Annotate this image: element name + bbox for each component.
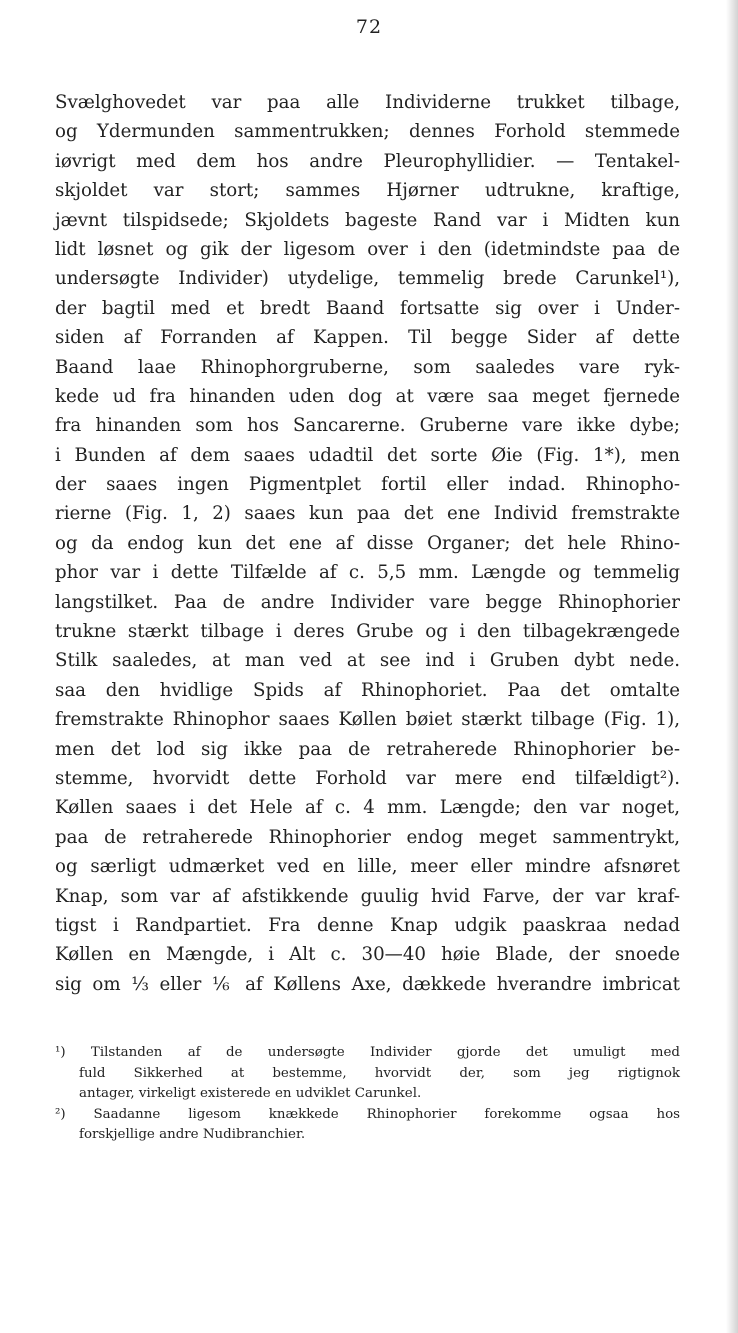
text-line: Køllen saaes i det Hele af c. 4 mm. Længde; den var noget,	[55, 797, 680, 819]
text-line: der saaes ingen Pigmentplet fortil eller indad. Rhinopho-	[55, 474, 680, 496]
text-line: men det lod sig ikke paa de retraherede Rhinophorier be-	[55, 738, 680, 760]
text-line: fremstrakte Rhinophor saaes Køllen bøiet stærkt tilbage (Fig. 1),	[55, 709, 680, 731]
text-line: phor var i dette Tilfælde af c. 5,5 mm. Længde og temmelig	[55, 562, 680, 584]
text-line: Knap, som var af afstikkende guulig hvid Farve, der var kraf-	[55, 885, 680, 907]
text-line: og Ydermunden sammentrukken; dennes Forhold stemmede	[55, 121, 680, 143]
main-text	[55, 88, 680, 999]
text-line: undersøgte Individer) utydelige, temmelig brede Carunkel¹),	[55, 268, 680, 290]
text-line: jævnt tilspidsede; Skjoldets bageste Rand var i Midten kun	[55, 209, 680, 231]
footnote-2-line: forskjellige andre Nudibranchier.	[79, 1127, 306, 1143]
text-line: Baand laae Rhinophorgruberne, som saaledes vare ryk-	[55, 356, 680, 378]
text-line: og særligt udmærket ved en lille, meer eller mindre afsnøret	[55, 856, 680, 878]
text-line: rierne (Fig. 1, 2) saaes kun paa det ene Individ fremstrakte	[55, 503, 680, 525]
text-line: Svælghovedet var paa alle Individerne trukket tilbage,	[55, 92, 680, 113]
text-line: kede ud fra hinanden uden dog at være saa meget fjernede	[55, 385, 680, 407]
footnote-2-line: ²) Saadanne ligesom knækkede Rhinophorier forekomme ogsaa hos	[55, 1106, 680, 1122]
footnote-1-line: antager, virkeligt existerede en udviklet Carunkel.	[79, 1086, 422, 1102]
text-line: og da endog kun det ene af disse Organer; det hele Rhino-	[55, 532, 680, 554]
text-line: siden af Forranden af Kappen. Til begge Sider af dette	[55, 327, 680, 349]
text-line: stemme, hvorvidt dette Forhold var mere end tilfældigt²).	[55, 767, 680, 789]
text-line: iøvrigt med dem hos andre Pleurophyllidier. — Tentakel-	[55, 150, 680, 172]
text-line: skjoldet var stort; sammes Hjørner udtrukne, kraftige,	[55, 180, 680, 202]
text-line: der bagtil med et bredt Baand fortsatte sig over i Under-	[55, 297, 680, 319]
text-line: i Bunden af dem saaes udadtil det sorte Øie (Fig. 1*), men	[55, 444, 680, 466]
footnote-1-line: ¹) Tilstanden af de undersøgte Individer gjorde det umuligt med	[55, 1045, 680, 1060]
footnote-1-line: fuld Sikkerhed at bestemme, hvorvidt der, som jeg rigtignok	[79, 1065, 680, 1081]
text-line: lidt løsnet og gik der ligesom over i den (idetmindste paa de	[55, 238, 680, 260]
text-line: Køllen en Mængde, i Alt c. 30—40 høie Blade, der snoede	[55, 944, 680, 966]
text-line: paa de retraherede Rhinophorier endog meget sammentrykt,	[55, 826, 680, 848]
text-line: Stilk saaledes, at man ved at see ind i Gruben dybt nede.	[55, 650, 680, 672]
text-line: trukne stærkt tilbage i deres Grube og i den tilbagekrængede	[55, 621, 680, 643]
text-line: saa den hvidlige Spids af Rhinophoriet. Paa det omtalte	[55, 679, 680, 701]
text-line: fra hinanden som hos Sancarerne. Gruberne vare ikke dybe;	[55, 415, 680, 437]
text-line: tigst i Randpartiet. Fra denne Knap udgik paaskraa nedad	[55, 914, 680, 936]
text-line: sig om ⅓ eller ⅙ af Køllens Axe, dækkede hverandre imbricat	[55, 973, 680, 995]
text-line: langstilket. Paa de andre Individer vare begge Rhinophorier	[55, 591, 680, 613]
page-edge-shadow	[726, 0, 738, 1333]
footnotes	[55, 1043, 680, 1146]
page-number: 72	[355, 16, 383, 38]
